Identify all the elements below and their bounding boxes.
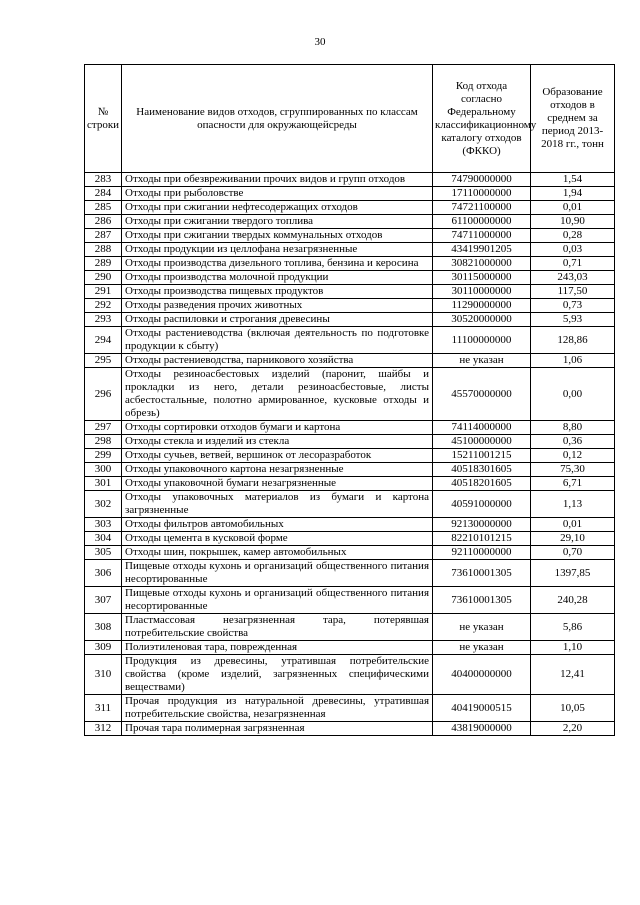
row-number-cell: 295: [85, 354, 122, 368]
fkko-code-cell: 74711000000: [433, 229, 531, 243]
table-row: [85, 368, 615, 421]
waste-volume-cell: 243,03: [531, 271, 615, 285]
waste-name-cell: Отходы растениеводства (включая деятельность по подготовке продукции к сбыту): [122, 327, 433, 354]
waste-volume-cell: 1,06: [531, 354, 615, 368]
row-number-cell: 290: [85, 271, 122, 285]
waste-name-cell: Полиэтиленовая тара, поврежденная: [122, 641, 433, 655]
fkko-code-cell: 73610001305: [433, 560, 531, 587]
waste-volume-cell: 5,86: [531, 614, 615, 641]
fkko-code-cell: не указан: [433, 641, 531, 655]
waste-name-cell: Отходы при обезвреживании прочих видов и групп отходов: [122, 173, 433, 187]
waste-volume-cell: 1,94: [531, 187, 615, 201]
waste-volume-cell: 10,90: [531, 215, 615, 229]
waste-name-cell: Отходы сортировки отходов бумаги и картона: [122, 421, 433, 435]
waste-volume-cell: 1,10: [531, 641, 615, 655]
waste-name-cell: Отходы при сжигании твердого топлива: [122, 215, 433, 229]
fkko-code-cell: 30520000000: [433, 313, 531, 327]
row-number-cell: 288: [85, 243, 122, 257]
header-waste-volume: Образование отходов в среднем за период 2013-2018 гг., тонн: [531, 65, 615, 173]
row-number-cell: 292: [85, 299, 122, 313]
table-row: [85, 313, 615, 327]
waste-volume-cell: 0,00: [531, 368, 615, 421]
waste-volume-cell: 75,30: [531, 463, 615, 477]
waste-name-cell: Отходы шин, покрышек, камер автомобильных: [122, 546, 433, 560]
fkko-code-cell: 82210101215: [433, 532, 531, 546]
waste-volume-cell: 8,80: [531, 421, 615, 435]
table-row: [85, 587, 615, 614]
row-number-cell: 300: [85, 463, 122, 477]
fkko-code-cell: 17110000000: [433, 187, 531, 201]
waste-name-cell: Отходы при сжигании нефтесодержащих отходов: [122, 201, 433, 215]
row-number-cell: 302: [85, 491, 122, 518]
row-number-cell: 301: [85, 477, 122, 491]
table-row: [85, 560, 615, 587]
waste-name-cell: Отходы упаковочной бумаги незагрязненные: [122, 477, 433, 491]
row-number-cell: 308: [85, 614, 122, 641]
table-row: [85, 722, 615, 736]
table-row: [85, 463, 615, 477]
table-row: [85, 243, 615, 257]
fkko-code-cell: 40400000000: [433, 655, 531, 695]
waste-volume-cell: 0,71: [531, 257, 615, 271]
row-number-cell: 305: [85, 546, 122, 560]
row-number-cell: 304: [85, 532, 122, 546]
waste-volume-cell: 2,20: [531, 722, 615, 736]
table-row: [85, 477, 615, 491]
row-number-cell: 296: [85, 368, 122, 421]
waste-volume-cell: 0,70: [531, 546, 615, 560]
row-number-cell: 294: [85, 327, 122, 354]
fkko-code-cell: 73610001305: [433, 587, 531, 614]
fkko-code-cell: 40518301605: [433, 463, 531, 477]
waste-table: [84, 64, 615, 736]
table-row: [85, 614, 615, 641]
waste-name-cell: Отходы упаковочных материалов из бумаги и картона загрязненные: [122, 491, 433, 518]
waste-name-cell: Прочая продукция из натуральной древесины, утратившая потребительские свойства, незагрязненная: [122, 695, 433, 722]
waste-volume-cell: 1,54: [531, 173, 615, 187]
row-number-cell: 309: [85, 641, 122, 655]
waste-volume-cell: 29,10: [531, 532, 615, 546]
table-row: [85, 257, 615, 271]
table-row: [85, 435, 615, 449]
header-waste-name: Наименование видов отходов, сгруппированных по классам опасности для окружающейсреды: [122, 65, 433, 173]
waste-name-cell: Отходы продукции из целлофана незагрязненные: [122, 243, 433, 257]
waste-volume-cell: 12,41: [531, 655, 615, 695]
waste-volume-cell: 117,50: [531, 285, 615, 299]
row-number-cell: 297: [85, 421, 122, 435]
fkko-code-cell: 40518201605: [433, 477, 531, 491]
table-row: [85, 655, 615, 695]
waste-name-cell: Отходы сучьев, ветвей, вершинок от лесоразработок: [122, 449, 433, 463]
row-number-cell: 310: [85, 655, 122, 695]
waste-name-cell: Отходы производства пищевых продуктов: [122, 285, 433, 299]
fkko-code-cell: 30821000000: [433, 257, 531, 271]
table-row: [85, 354, 615, 368]
waste-name-cell: Отходы упаковочного картона незагрязненные: [122, 463, 433, 477]
table-row: [85, 695, 615, 722]
table-row: [85, 327, 615, 354]
fkko-code-cell: не указан: [433, 354, 531, 368]
waste-name-cell: Отходы цемента в кусковой форме: [122, 532, 433, 546]
table-row: [85, 299, 615, 313]
row-number-cell: 299: [85, 449, 122, 463]
table-row: [85, 449, 615, 463]
waste-volume-cell: 0,73: [531, 299, 615, 313]
fkko-code-cell: 30110000000: [433, 285, 531, 299]
waste-volume-cell: 0,01: [531, 201, 615, 215]
fkko-code-cell: 92130000000: [433, 518, 531, 532]
fkko-code-cell: 15211001215: [433, 449, 531, 463]
table-row: [85, 271, 615, 285]
waste-name-cell: Отходы при сжигании твердых коммунальных отходов: [122, 229, 433, 243]
waste-volume-cell: 240,28: [531, 587, 615, 614]
table-header: [85, 65, 615, 173]
table-row: [85, 201, 615, 215]
fkko-code-cell: 11100000000: [433, 327, 531, 354]
table-body: [85, 173, 615, 736]
table-row: [85, 532, 615, 546]
waste-name-cell: Отходы фильтров автомобильных: [122, 518, 433, 532]
waste-name-cell: Пищевые отходы кухонь и организаций общественного питания несортированные: [122, 560, 433, 587]
page-number: 30: [314, 36, 326, 48]
fkko-code-cell: 30115000000: [433, 271, 531, 285]
header-fkko-code: Код отхода согласно Федеральному классификационному каталогу отходов (ФККО): [433, 65, 531, 173]
fkko-code-cell: 74721100000: [433, 201, 531, 215]
row-number-cell: 286: [85, 215, 122, 229]
fkko-code-cell: 11290000000: [433, 299, 531, 313]
row-number-cell: 306: [85, 560, 122, 587]
waste-volume-cell: 0,03: [531, 243, 615, 257]
fkko-code-cell: 43419901205: [433, 243, 531, 257]
fkko-code-cell: не указан: [433, 614, 531, 641]
row-number-cell: 303: [85, 518, 122, 532]
table-row: [85, 518, 615, 532]
fkko-code-cell: 74790000000: [433, 173, 531, 187]
row-number-cell: 284: [85, 187, 122, 201]
waste-name-cell: Отходы стекла и изделий из стекла: [122, 435, 433, 449]
waste-volume-cell: 128,86: [531, 327, 615, 354]
fkko-code-cell: 40419000515: [433, 695, 531, 722]
row-number-cell: 291: [85, 285, 122, 299]
table-row: [85, 285, 615, 299]
waste-volume-cell: 0,01: [531, 518, 615, 532]
waste-name-cell: Прочая тара полимерная загрязненная: [122, 722, 433, 736]
row-number-cell: 311: [85, 695, 122, 722]
fkko-code-cell: 92110000000: [433, 546, 531, 560]
fkko-code-cell: 45570000000: [433, 368, 531, 421]
row-number-cell: 293: [85, 313, 122, 327]
waste-name-cell: Отходы растениеводства, парникового хозяйства: [122, 354, 433, 368]
waste-name-cell: Продукция из древесины, утратившая потребительские свойства (кроме изделий, загрязненных специфическими веществами): [122, 655, 433, 695]
fkko-code-cell: 40591000000: [433, 491, 531, 518]
table-row: [85, 641, 615, 655]
waste-volume-cell: 1,13: [531, 491, 615, 518]
table-row: [85, 215, 615, 229]
table-row: [85, 546, 615, 560]
waste-volume-cell: 6,71: [531, 477, 615, 491]
header-row-number: № строки: [85, 65, 122, 173]
waste-name-cell: Отходы разведения прочих животных: [122, 299, 433, 313]
waste-volume-cell: 0,12: [531, 449, 615, 463]
row-number-cell: 298: [85, 435, 122, 449]
waste-name-cell: Отходы при рыболовстве: [122, 187, 433, 201]
table-row: [85, 173, 615, 187]
fkko-code-cell: 43819000000: [433, 722, 531, 736]
waste-name-cell: Пищевые отходы кухонь и организаций общественного питания несортированные: [122, 587, 433, 614]
waste-name-cell: Отходы распиловки и строгания древесины: [122, 313, 433, 327]
waste-name-cell: Отходы резиноасбестовых изделий (паронит, шайбы и прокладки из него, детали резиноасбестовые, листы асбестостальные, полотно армированное, кусковые отходы и обрезь): [122, 368, 433, 421]
row-number-cell: 287: [85, 229, 122, 243]
waste-name-cell: Отходы производства дизельного топлива, бензина и керосина: [122, 257, 433, 271]
row-number-cell: 312: [85, 722, 122, 736]
row-number-cell: 283: [85, 173, 122, 187]
waste-volume-cell: 1397,85: [531, 560, 615, 587]
waste-volume-cell: 5,93: [531, 313, 615, 327]
row-number-cell: 307: [85, 587, 122, 614]
waste-volume-cell: 0,28: [531, 229, 615, 243]
fkko-code-cell: 61100000000: [433, 215, 531, 229]
table-row: [85, 421, 615, 435]
waste-name-cell: Отходы производства молочной продукции: [122, 271, 433, 285]
fkko-code-cell: 45100000000: [433, 435, 531, 449]
row-number-cell: 285: [85, 201, 122, 215]
table-row: [85, 229, 615, 243]
waste-volume-cell: 10,05: [531, 695, 615, 722]
waste-name-cell: Пластмассовая незагрязненная тара, потерявшая потребительские свойства: [122, 614, 433, 641]
table-row: [85, 187, 615, 201]
waste-volume-cell: 0,36: [531, 435, 615, 449]
fkko-code-cell: 74114000000: [433, 421, 531, 435]
table-row: [85, 491, 615, 518]
row-number-cell: 289: [85, 257, 122, 271]
